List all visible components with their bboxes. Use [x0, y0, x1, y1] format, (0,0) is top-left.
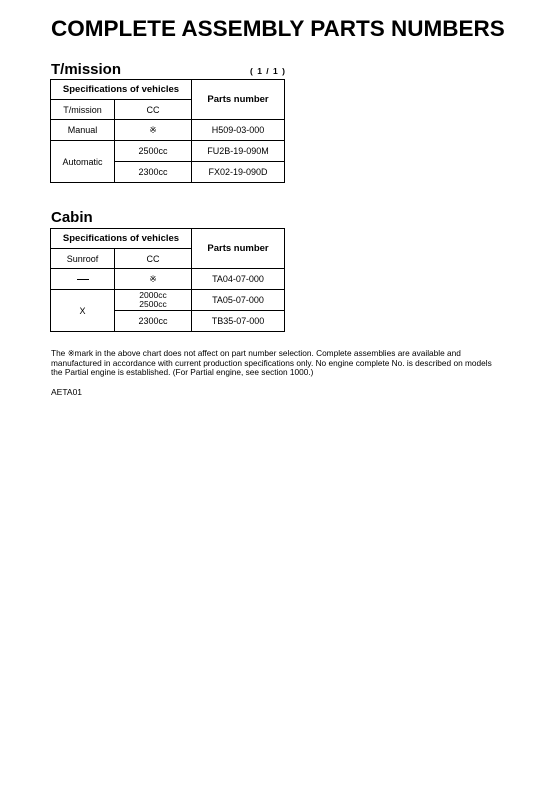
cell-cc: 2300cc: [115, 311, 192, 332]
cabin-table: [50, 228, 285, 332]
col-header-transmission: T/mission: [51, 100, 115, 120]
cell-part-number: TA04-07-000: [192, 269, 285, 290]
cell-part-number: TA05-07-000: [192, 290, 285, 311]
col-header-sunroof: Sunroof: [51, 249, 115, 269]
col-header-cc: CC: [115, 100, 192, 120]
cell-part-number: FX02-19-090D: [192, 162, 285, 183]
table-row: [51, 269, 285, 290]
table-row: [51, 141, 285, 162]
cell-sunroof: [51, 269, 115, 290]
spec-header: Specifications of vehicles: [51, 80, 192, 100]
section-title-cabin: Cabin: [51, 209, 93, 226]
page-indicator: ( 1 / 1 ): [250, 66, 286, 76]
page-title: COMPLETE ASSEMBLY PARTS NUMBERS: [51, 16, 505, 41]
cell-cc: 2500cc: [115, 141, 192, 162]
cell-cc: [115, 290, 192, 311]
spec-header: Specifications of vehicles: [51, 229, 192, 249]
table-row: [51, 290, 285, 311]
cell-cc: ※: [115, 120, 192, 141]
cell-part-number: FU2B-19-090M: [192, 141, 285, 162]
cc-line: 2500cc: [139, 299, 167, 309]
footnote: The ※mark in the above chart does not affect on part number selection. Complete assemblies are available and manufactured in accordance with current production specifications only. No engine complete No. is described on models the Partial engine is established. (For Partial engine, see section 1000.): [51, 348, 492, 378]
transmission-table: [50, 79, 285, 183]
section-title-transmission: T/mission: [51, 61, 122, 78]
table-row: [51, 120, 285, 141]
cell-transmission-type: Manual: [51, 120, 115, 141]
cell-cc: ※: [115, 269, 192, 290]
cell-part-number: TB35-07-000: [192, 311, 285, 332]
cc-line: 2000cc: [139, 290, 167, 300]
cell-part-number: H509-03-000: [192, 120, 285, 141]
dash-mark: [77, 279, 89, 280]
parts-number-header: Parts number: [192, 80, 285, 120]
cell-sunroof: X: [51, 290, 115, 332]
col-header-cc: CC: [115, 249, 192, 269]
document-code: AETA01: [51, 387, 83, 397]
parts-number-header: Parts number: [192, 229, 285, 269]
cell-transmission-type: Automatic: [51, 141, 115, 183]
cell-cc: 2300cc: [115, 162, 192, 183]
